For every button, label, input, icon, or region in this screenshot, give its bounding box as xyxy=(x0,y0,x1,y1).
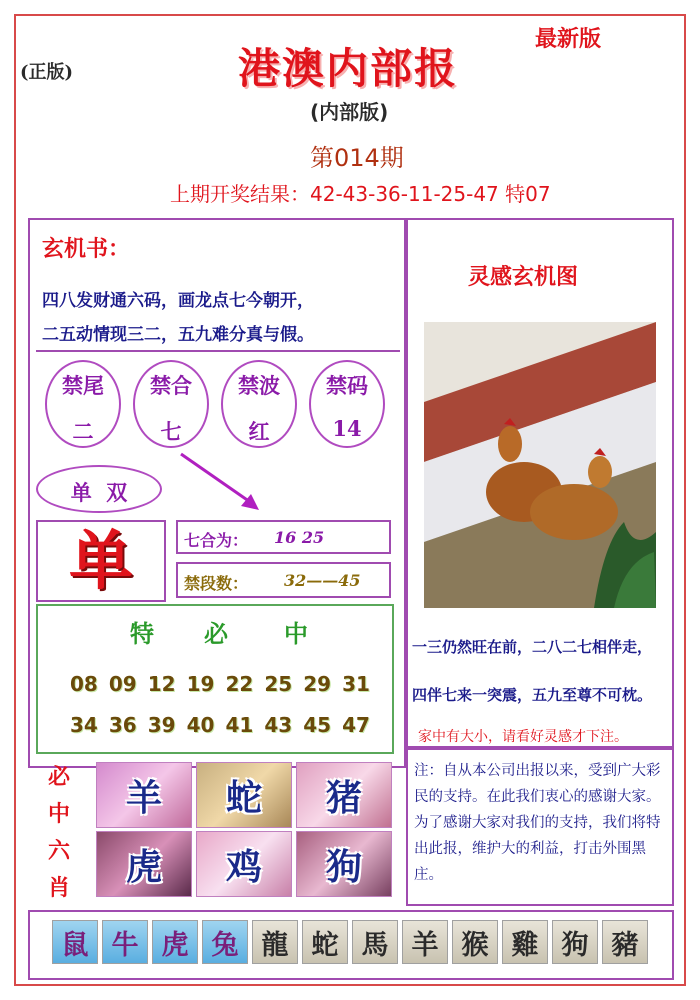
special-number: 19 xyxy=(186,672,215,696)
hint-label: 禁尾 xyxy=(62,373,104,398)
zodiac-photo-cell: 羊 xyxy=(96,762,192,828)
edition-right: 最新版 xyxy=(535,26,602,52)
segment-box xyxy=(176,562,391,598)
edition-left: (正版) xyxy=(20,62,74,83)
notice-box xyxy=(406,748,674,906)
zodiac-photo-cell: 狗 xyxy=(296,831,392,897)
special-number: 29 xyxy=(303,672,332,696)
hint-oval xyxy=(45,360,121,448)
hint-oval xyxy=(309,360,385,448)
zodiac-photo-cell: 猪 xyxy=(296,762,392,828)
zodiac-photo-cell: 蛇 xyxy=(196,762,292,828)
inspiration-note: 家中有大小，请看好灵感才下注。 xyxy=(418,729,628,745)
combo-value: 16 25 xyxy=(274,528,325,547)
hint-oval xyxy=(221,360,297,448)
special-number: 34 xyxy=(70,713,98,737)
notice-text: 注：自从本公司出报以来，受到广大彩民的支持。在此我们衷心的感谢大家。为了感谢大家对我们的支持，我们将特出此报，维护大的利益，打击外围黑庄。 xyxy=(414,763,661,883)
zodiac-bar xyxy=(52,920,648,964)
arrow-icon xyxy=(175,448,270,518)
chicken-photo xyxy=(424,322,656,608)
special-number: 40 xyxy=(186,713,215,737)
hint-label: 禁波 xyxy=(238,373,280,398)
zodiac-tile: 猴 xyxy=(452,920,498,964)
big-char: 单 xyxy=(69,524,133,599)
zodiac-tile: 虎 xyxy=(152,920,198,964)
photo-panel-title: 灵感玄机图 xyxy=(468,264,579,290)
special-row-1 xyxy=(70,672,370,696)
mystery-book-heading: 玄机书： xyxy=(42,236,131,262)
zodiac-tile: 兔 xyxy=(202,920,248,964)
six-zodiac-label xyxy=(48,760,78,902)
hint-value: 红 xyxy=(248,419,270,444)
segment-value: 32——45 xyxy=(284,571,361,590)
zodiac-tile: 羊 xyxy=(402,920,448,964)
big-char-box xyxy=(36,520,166,602)
divider xyxy=(36,350,400,352)
poem-line2: 四伴七来一突震，五九至尊不可枕。 xyxy=(412,686,653,704)
special-number: 22 xyxy=(225,672,254,696)
zodiac-tile: 鼠 xyxy=(52,920,98,964)
special-number: 31 xyxy=(342,672,370,696)
zodiac-tile: 龍 xyxy=(252,920,298,964)
zodiac-tile: 狗 xyxy=(552,920,598,964)
segment-label: 禁段数： xyxy=(184,574,249,593)
special-number: 36 xyxy=(108,713,137,737)
mystery-book-line1: 四八发财通六码，画龙点七今朝开， xyxy=(42,291,314,311)
six-zodiac-char: 必 xyxy=(48,764,71,790)
hint-value: 七 xyxy=(160,419,182,444)
zodiac-tile: 豬 xyxy=(602,920,648,964)
special-number: 45 xyxy=(303,713,332,737)
special-number: 09 xyxy=(108,672,137,696)
hint-value: 14 xyxy=(332,416,362,441)
issue-number: 第014期 xyxy=(310,144,404,172)
zodiac-tile: 雞 xyxy=(502,920,548,964)
special-heading-1: 特 xyxy=(130,619,154,648)
combo-label: 七合为： xyxy=(184,531,249,550)
zodiac-photo-cell: 鸡 xyxy=(196,831,292,897)
subtitle: (内部版) xyxy=(310,100,389,124)
special-heading-3: 中 xyxy=(284,619,308,648)
odd-even-oval xyxy=(36,465,162,513)
six-zodiac-char: 肖 xyxy=(48,875,71,901)
special-number: 43 xyxy=(264,713,293,737)
combo-box xyxy=(176,520,391,554)
zodiac-tile: 馬 xyxy=(352,920,398,964)
special-row-2 xyxy=(70,713,370,737)
six-zodiac-grid xyxy=(96,762,396,900)
mystery-book-line2: 二五动情现三二，五九难分真与假。 xyxy=(42,325,314,345)
hint-label: 禁合 xyxy=(150,373,192,398)
special-number: 25 xyxy=(264,672,293,696)
special-number: 08 xyxy=(70,672,98,696)
zodiac-tile: 牛 xyxy=(102,920,148,964)
hint-value: 二 xyxy=(72,419,94,444)
zodiac-tile: 蛇 xyxy=(302,920,348,964)
six-zodiac-char: 中 xyxy=(48,801,71,827)
special-number: 39 xyxy=(147,713,176,737)
odd-even-text: 单 双 xyxy=(70,480,128,505)
hint-label: 禁码 xyxy=(326,373,368,398)
poem-line1: 一三仍然旺在前，二八二七相伴走， xyxy=(412,638,653,656)
special-heading-2: 必 xyxy=(204,619,228,648)
special-number: 47 xyxy=(342,713,370,737)
hint-oval xyxy=(133,360,209,448)
last-result: 上期开奖结果：42-43-36-11-25-47 特07 xyxy=(170,182,551,206)
newspaper-title: 港澳内部报 xyxy=(238,44,459,93)
six-zodiac-char: 六 xyxy=(48,838,71,864)
special-number: 41 xyxy=(225,713,254,737)
zodiac-photo-cell: 虎 xyxy=(96,831,192,897)
special-number: 12 xyxy=(147,672,176,696)
